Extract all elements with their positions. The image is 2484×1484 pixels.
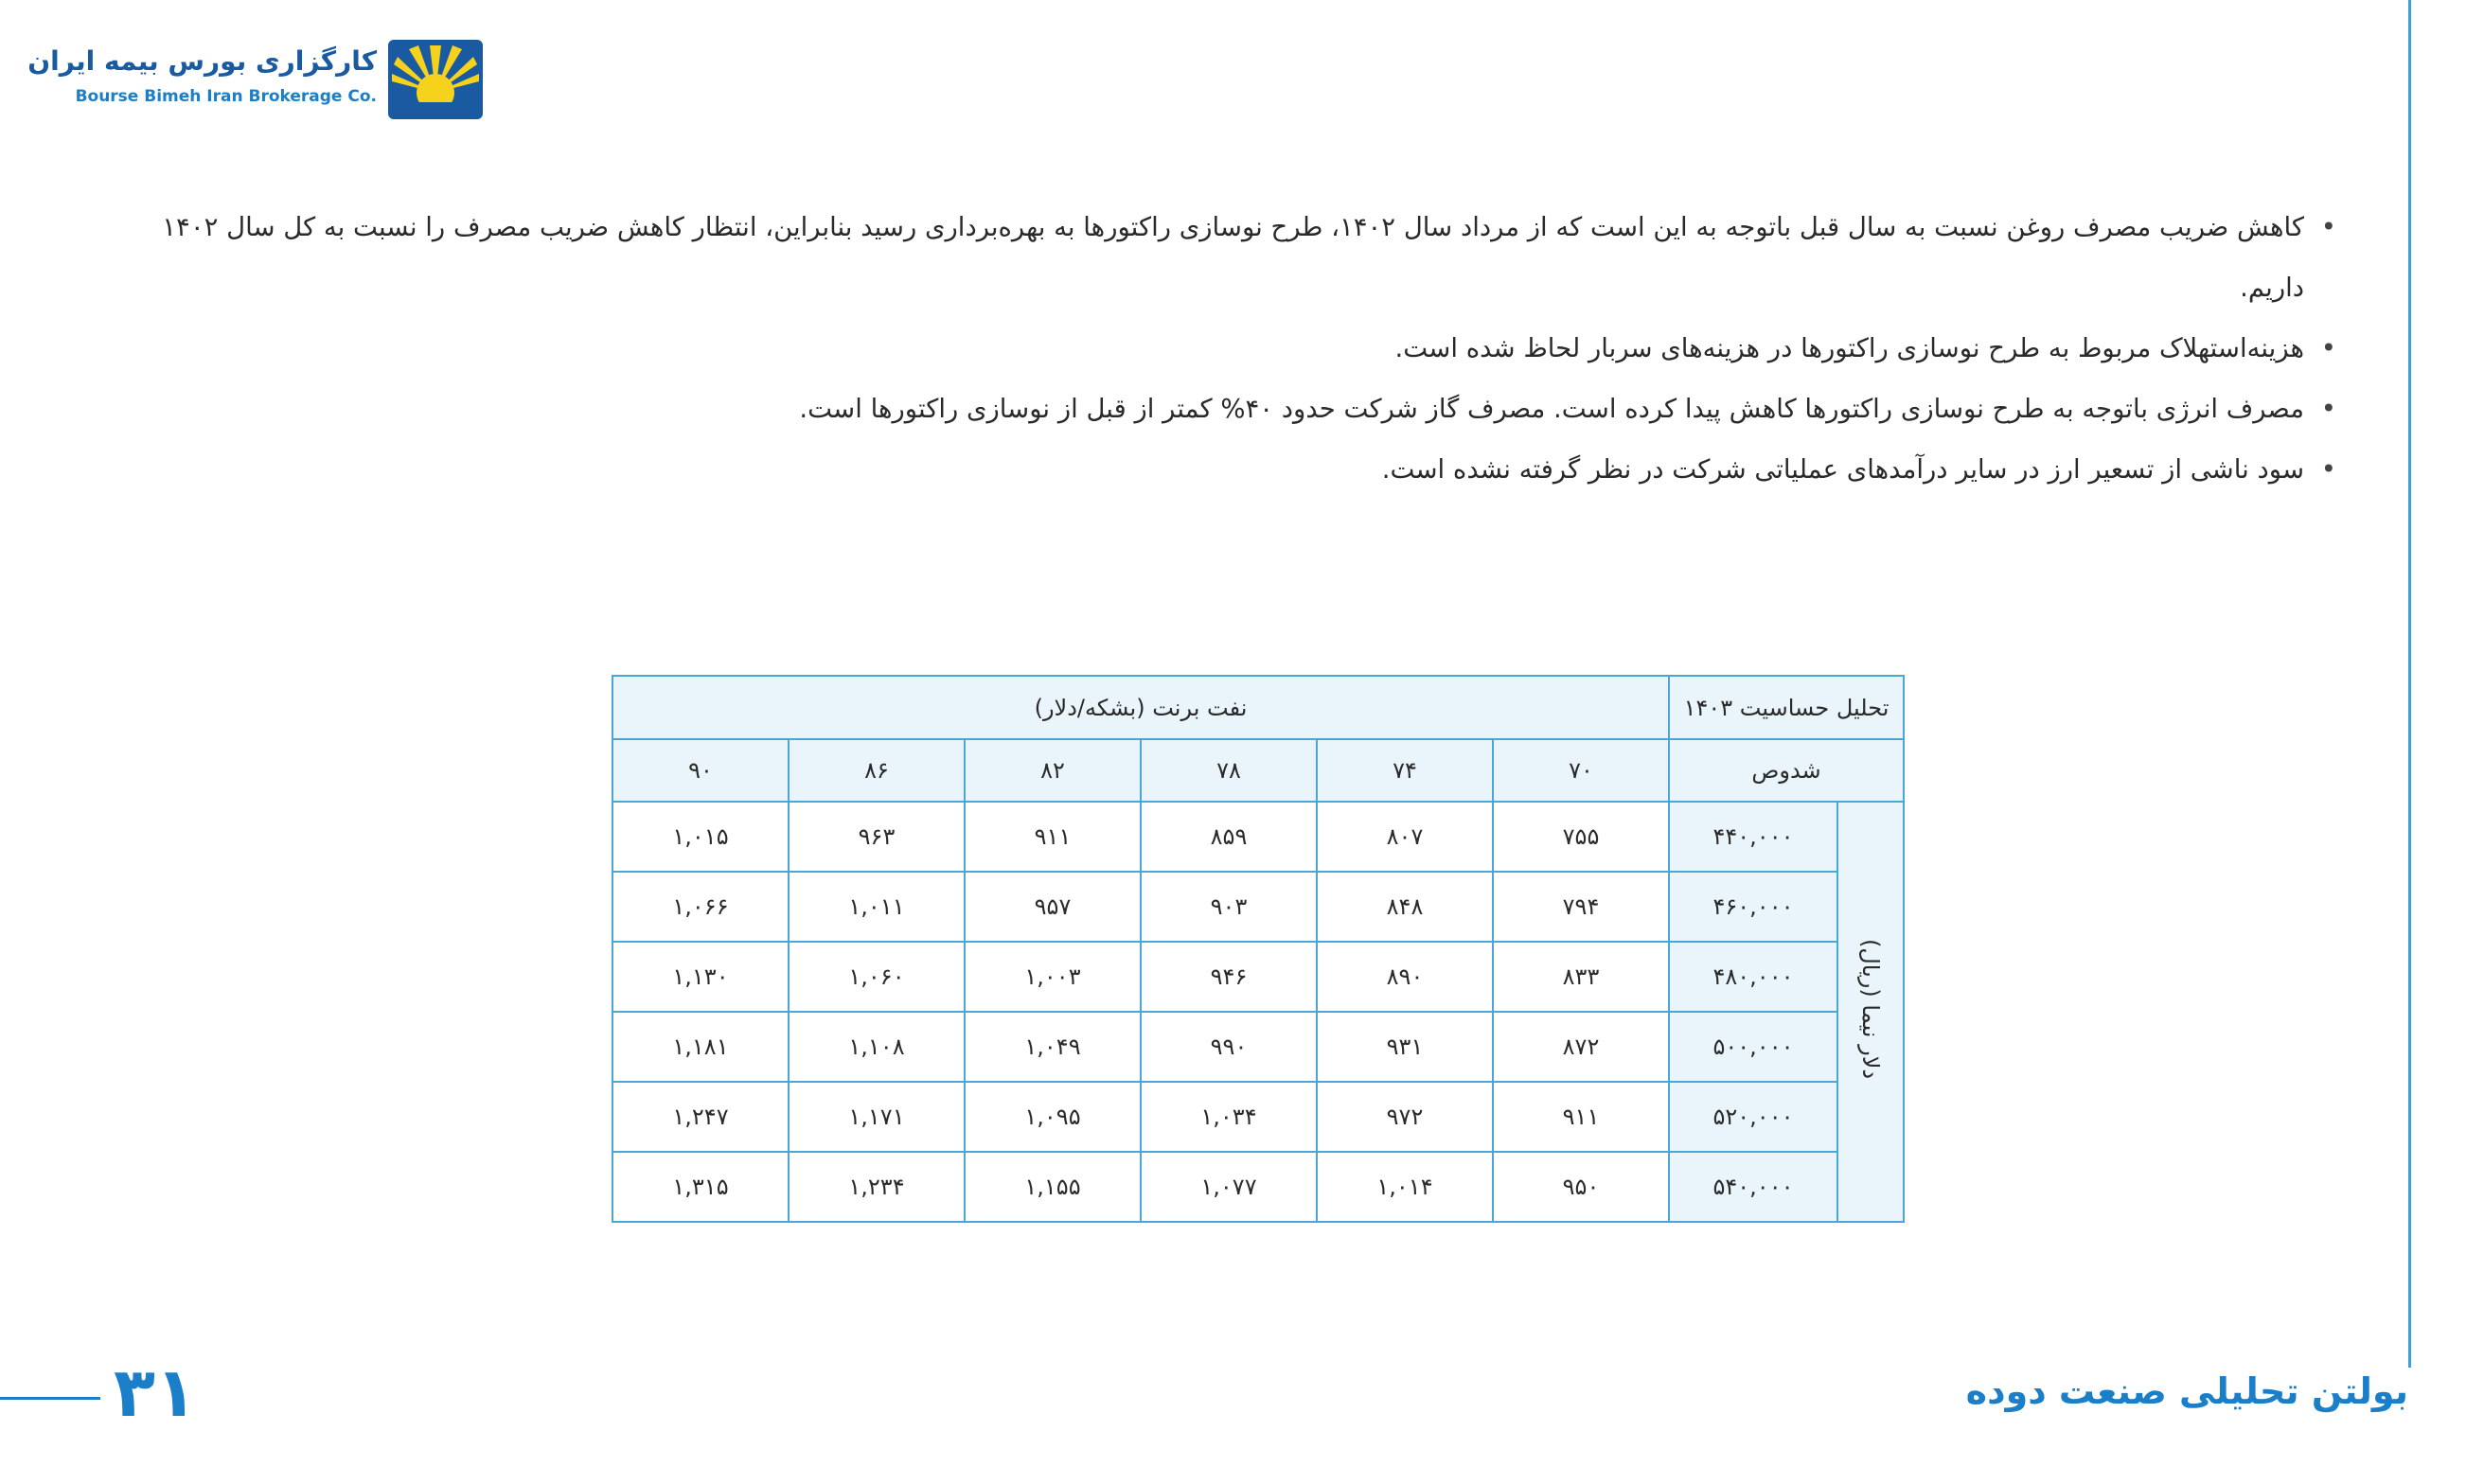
table-cell: ۹۹۰ [1141,1012,1317,1082]
table-cell: ۸۳۳ [1493,942,1669,1012]
row-header: ۵۰۰,۰۰۰ [1669,1012,1837,1082]
table-cell: ۸۰۷ [1317,802,1493,872]
table-cell: ۱,۰۱۴ [1317,1152,1493,1222]
table-cell: ۹۵۰ [1493,1152,1669,1222]
list-item: • هزینه‌استهلاک مربوط به طرح نوسازی راکتورها در هزینه‌های سربار لحاظ شده است. [102,318,2344,379]
table-cell: ۱,۱۸۱ [612,1012,789,1082]
footer-title: بولتن تحلیلی صنعت دوده [1965,1370,2408,1412]
table-row [612,872,1904,942]
table-row [612,1082,1904,1152]
row-header: ۵۴۰,۰۰۰ [1669,1152,1837,1222]
col-header: ۷۰ [1493,739,1669,802]
row-group-label: دلار نیما (ریال) [1857,938,1884,1080]
table-cell: ۱,۰۹۵ [965,1082,1141,1152]
col-header: ۸۲ [965,739,1141,802]
table-cell: ۸۹۰ [1317,942,1493,1012]
col-header: ۸۶ [789,739,965,802]
table-cell: ۹۴۶ [1141,942,1317,1012]
table-cell: ۱,۰۱۵ [612,802,789,872]
table-cell: ۸۷۲ [1493,1012,1669,1082]
table-cell: ۱,۱۳۰ [612,942,789,1012]
row-header: ۴۶۰,۰۰۰ [1669,872,1837,942]
table-cell: ۸۴۸ [1317,872,1493,942]
sensitivity-table [612,675,1905,1223]
table-cell: ۷۹۴ [1493,872,1669,942]
list-item: • سود ناشی از تسعیر ارز در سایر درآمدهای عملیاتی شرکت در نظر گرفته نشده است. [102,439,2344,500]
table-cell: ۱,۰۷۷ [1141,1152,1317,1222]
row-header: ۵۲۰,۰۰۰ [1669,1082,1837,1152]
table-cell: ۱,۲۳۴ [789,1152,965,1222]
table-row [612,942,1904,1012]
page-number: ۳۱ [114,1352,197,1432]
list-item: • کاهش ضریب مصرف روغن نسبت به سال قبل باتوجه به این است که از مرداد سال ۱۴۰۲، طرح نوسازی راکتورها به بهره‌برداری رسید بنابراین، انتظار کاهش ضریب مصرف را نسبت به کل سال ۱۴۰۲ داریم. [102,197,2344,318]
table-cell: ۸۵۹ [1141,802,1317,872]
table-cell: ۱,۱۵۵ [965,1152,1141,1222]
table-cell: ۱,۱۰۸ [789,1012,965,1082]
table-cell: ۹۱۱ [965,802,1141,872]
col-header: ۹۰ [612,739,789,802]
table-cell: ۷۵۵ [1493,802,1669,872]
table-cell: ۱,۰۴۹ [965,1012,1141,1082]
table-cell: ۹۰۳ [1141,872,1317,942]
table-cell: ۱,۰۰۳ [965,942,1141,1012]
table-cell: ۱,۰۶۶ [612,872,789,942]
col-header: ۷۸ [1141,739,1317,802]
right-border-line [2408,0,2411,1368]
row-header: ۴۴۰,۰۰۰ [1669,802,1837,872]
corner-subtitle: شدوص [1669,739,1904,802]
notes-list [102,197,2344,500]
row-header: ۴۸۰,۰۰۰ [1669,942,1837,1012]
row-group-header [1837,802,1904,1222]
corner-title: تحلیل حساسیت ۱۴۰۳ [1669,676,1904,739]
company-logo [27,40,483,125]
table-cell: ۱,۲۴۷ [612,1082,789,1152]
table-row [612,1012,1904,1082]
table-cell: ۱,۰۳۴ [1141,1082,1317,1152]
table-cell: ۹۷۲ [1317,1082,1493,1152]
table-cell: ۱,۱۷۱ [789,1082,965,1152]
logo-name-fa: کارگزاری بورس بیمه ایران [27,45,377,77]
sun-logo-icon [388,40,483,119]
col-header: ۷۴ [1317,739,1493,802]
table-cell: ۱,۰۶۰ [789,942,965,1012]
table-row [612,1152,1904,1222]
table-cell: ۹۳۱ [1317,1012,1493,1082]
table-cell: ۹۵۷ [965,872,1141,942]
logo-name-en: Bourse Bimeh Iran Brokerage Co. [75,87,377,106]
page-number-line [0,1397,100,1400]
list-item: • مصرف انرژی باتوجه به طرح نوسازی راکتورها کاهش پیدا کرده است. مصرف گاز شرکت حدود ۴۰% کمتر از قبل از نوسازی راکتورها است. [102,379,2344,439]
table-row [612,802,1904,872]
table-cell: ۱,۰۱۱ [789,872,965,942]
table-cell: ۱,۳۱۵ [612,1152,789,1222]
table-cell: ۹۶۳ [789,802,965,872]
col-group-header: نفت برنت (بشکه/دلار) [612,676,1669,739]
table-cell: ۹۱۱ [1493,1082,1669,1152]
